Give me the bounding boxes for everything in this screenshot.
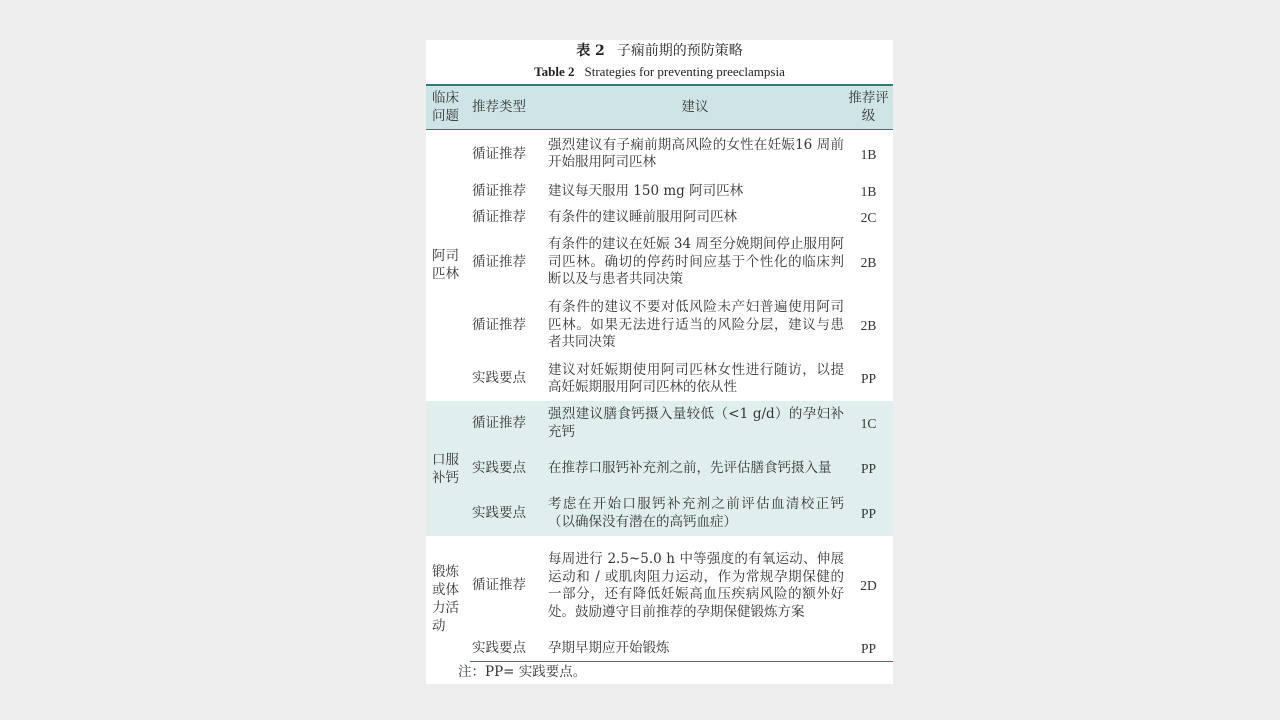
header-grade: 推荐评级 — [844, 85, 893, 129]
row-recommendation: 每周进行 2.5~5.0 h 中等强度的有氧运动、伸展运动和 / 或肌肉阻力运动，作为常规孕期保健的一部分，还有降低妊娠高血压疾病风险的额外好处。鼓励遵守目前推荐的孕期保健锻炼方案 — [548, 551, 844, 620]
header-question: 临床问题 — [426, 85, 470, 129]
row-type: 循证推荐 — [472, 253, 526, 270]
row-type: 循证推荐 — [472, 316, 526, 333]
row-grade: PP — [860, 460, 877, 476]
row-grade: 1B — [860, 146, 877, 162]
group-calcium: 口服补钙 — [432, 451, 459, 486]
row-type: 实践要点 — [470, 636, 546, 661]
row-grade: PP — [844, 636, 893, 661]
table-row — [426, 536, 893, 636]
row-recommendation: 考虑在开始口服钙补充剂之前评估血清校正钙（以确保没有潜在的高钙血症） — [548, 496, 844, 530]
table-header-row — [426, 85, 893, 129]
group-exercise: 锻炼或体力活动 — [432, 563, 459, 634]
header-recommendation: 建议 — [546, 85, 844, 129]
row-type: 循证推荐 — [472, 145, 526, 162]
row-grade: PP — [860, 371, 877, 387]
row-recommendation: 强烈建议膳食钙摄入量较低（<1 g/d）的孕妇补充钙 — [548, 406, 844, 440]
row-recommendation: 建议对妊娠期使用阿司匹林女性进行随访，以提高妊娠期服用阿司匹林的依从性 — [548, 361, 844, 395]
row-grade: 2B — [860, 317, 877, 333]
table-row — [426, 205, 893, 231]
table-title-en — [426, 62, 893, 82]
row-grade: 1C — [860, 415, 877, 431]
table-row — [426, 294, 893, 357]
header-type: 推荐类型 — [470, 85, 546, 129]
row-type: 循证推荐 — [472, 183, 526, 200]
row-type: 循证推荐 — [472, 577, 526, 594]
table-row — [426, 179, 893, 205]
table-row — [426, 636, 893, 661]
table-caption-cn: 子痫前期的预防策略 — [616, 43, 743, 59]
table-row — [426, 231, 893, 294]
row-type: 循证推荐 — [472, 414, 526, 431]
row-type: 实践要点 — [472, 504, 526, 521]
table-row — [426, 357, 893, 401]
table-title-cn — [426, 40, 893, 62]
row-recommendation: 孕期早期应开始锻炼 — [546, 636, 844, 661]
row-grade: 2B — [860, 254, 877, 270]
row-type: 实践要点 — [472, 459, 526, 476]
strategy-table — [426, 84, 893, 662]
row-recommendation: 有条件的建议在妊娠 34 周至分娩期间停止服用阿司匹林。确切的停药时间应基于个性化的临床判断以及与患者共同决策 — [548, 236, 844, 288]
table-page — [426, 40, 893, 684]
table-number-cn: 表 2 — [576, 43, 605, 59]
table-row — [426, 401, 893, 446]
table-caption-en: Strategies for preventing preeclampsia — [584, 64, 785, 79]
row-grade: 2C — [860, 210, 877, 226]
row-recommendation: 强烈建议有子痫前期高风险的女性在妊娠16 周前开始服用阿司匹林 — [548, 136, 844, 171]
row-grade: 2D — [860, 578, 877, 594]
table-row — [426, 446, 893, 491]
row-recommendation: 建议每天服用 150 mg 阿司匹林 — [548, 183, 744, 200]
row-recommendation: 有条件的建议睡前服用阿司匹林 — [548, 209, 737, 226]
row-recommendation: 有条件的建议不要对低风险未产妇普遍使用阿司匹林。如果无法进行适当的风险分层，建议与患者共同决策 — [548, 299, 844, 351]
table-number-en: Table 2 — [534, 64, 575, 79]
row-grade: 1B — [860, 184, 877, 200]
table-row — [426, 491, 893, 536]
group-aspirin: 阿司匹林 — [432, 248, 459, 283]
row-grade: PP — [860, 505, 877, 521]
row-type: 实践要点 — [472, 370, 526, 387]
row-recommendation: 在推荐口服钙补充剂之前，先评估膳食钙摄入量 — [548, 459, 832, 476]
table-footnote: 注：PP= 实践要点。 — [458, 664, 587, 680]
table-row — [426, 129, 893, 179]
row-type: 循证推荐 — [472, 209, 526, 226]
